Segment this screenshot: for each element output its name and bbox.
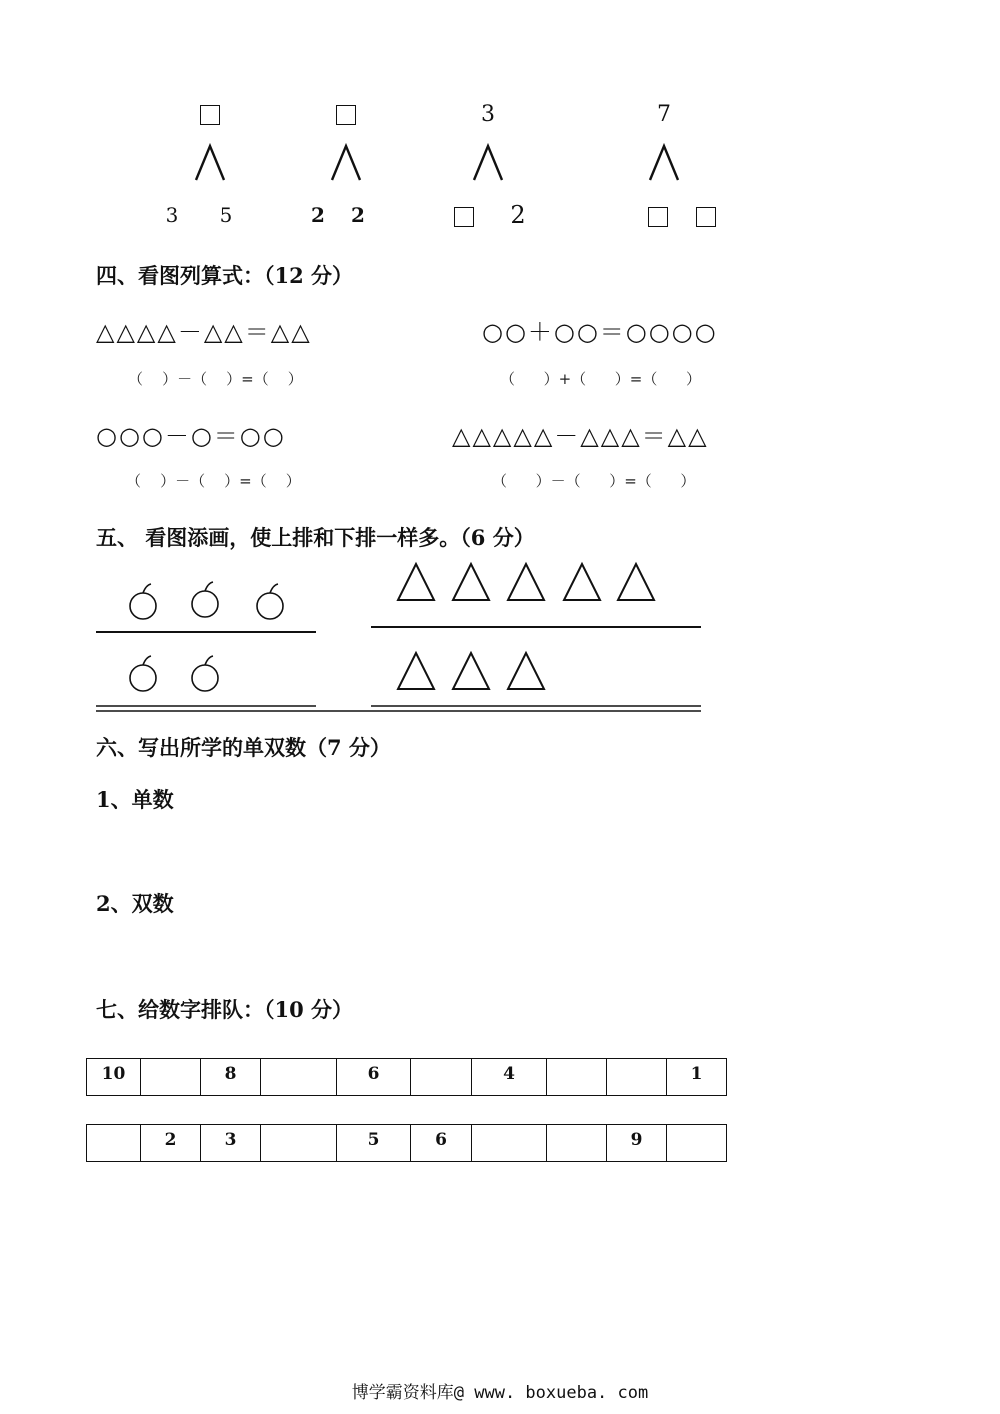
- decomp-left[interactable]: [638, 200, 678, 230]
- section6-heading: 六、写出所学的单双数（7 分）: [96, 735, 391, 760]
- decomp-top: 3: [481, 102, 495, 127]
- answer-blank-3[interactable]: （ ）－（ ）=（ ）: [126, 472, 301, 490]
- decomp-right: 2: [510, 201, 526, 229]
- decomp-top[interactable]: [276, 100, 416, 130]
- odd-numbers-label: 1、单数: [96, 787, 174, 812]
- equation-2: ○○＋○○＝○○○○: [482, 318, 718, 346]
- triangle-icon: [508, 564, 544, 600]
- triangle-icon: [564, 564, 600, 600]
- even-numbers-label: 2、双数: [96, 891, 174, 916]
- seq-cell: 3: [201, 1125, 261, 1162]
- seq-cell[interactable]: [607, 1059, 667, 1096]
- apple-icon: [130, 656, 156, 691]
- apple-icon: [130, 584, 156, 619]
- decomp-top: 7: [657, 102, 671, 127]
- seq-cell[interactable]: [472, 1125, 547, 1162]
- seq-cell: 2: [141, 1125, 201, 1162]
- footer-watermark: 博学霸资料库@ www. boxueba. com: [351, 1383, 649, 1403]
- seq-cell: 9: [607, 1125, 667, 1162]
- decomp-left: 2: [311, 203, 325, 227]
- seq-cell[interactable]: [261, 1059, 337, 1096]
- triangle-icon: [508, 653, 544, 689]
- seq-cell: 5: [337, 1125, 411, 1162]
- triangle-icon: [453, 653, 489, 689]
- section5-heading: 五、 看图添画，使上排和下排一样多。（6 分）: [96, 525, 535, 550]
- decomp-left[interactable]: [444, 200, 484, 230]
- seq-cell: 8: [201, 1059, 261, 1096]
- section4-heading: 四、看图列算式：（12 分）: [96, 263, 354, 288]
- seq-cell: 10: [87, 1059, 141, 1096]
- triangle-icon: [618, 564, 654, 600]
- equation-3: ○○○－○＝○○: [96, 422, 286, 450]
- split-caret-icon: [329, 142, 363, 182]
- drawing-area: [0, 550, 1000, 725]
- seq-cell: 6: [337, 1059, 411, 1096]
- seq-cell[interactable]: [667, 1125, 727, 1162]
- decomp-right: 5: [219, 203, 233, 227]
- seq-cell[interactable]: [411, 1059, 472, 1096]
- answer-blank-1[interactable]: （ ）－（ ）=（ ）: [128, 370, 303, 388]
- split-caret-icon: [193, 142, 227, 182]
- decomposition-2: [276, 100, 416, 230]
- apple-icon: [192, 582, 218, 617]
- decomposition-4: [594, 100, 734, 230]
- decomposition-1: [140, 100, 280, 230]
- number-order-row-1: [86, 1058, 727, 1096]
- number-order-row-2: [86, 1124, 727, 1162]
- answer-blank-2[interactable]: （ ）+（ ）=（ ）: [500, 370, 701, 388]
- seq-cell: 4: [472, 1059, 547, 1096]
- triangle-icon: [398, 653, 434, 689]
- decomp-right[interactable]: [686, 200, 726, 230]
- seq-cell[interactable]: [547, 1059, 607, 1096]
- answer-blank-4[interactable]: （ ）－（ ）=（ ）: [492, 472, 696, 490]
- apple-icon: [192, 656, 218, 691]
- seq-cell[interactable]: [261, 1125, 337, 1162]
- decomp-left: 3: [165, 203, 179, 227]
- seq-cell: 1: [667, 1059, 727, 1096]
- seq-cell[interactable]: [141, 1059, 201, 1096]
- split-caret-icon: [647, 142, 681, 182]
- seq-cell[interactable]: [87, 1125, 141, 1162]
- equation-1: △△△△－△△＝△△: [96, 318, 312, 346]
- split-caret-icon: [471, 142, 505, 182]
- triangle-icon: [398, 564, 434, 600]
- seq-cell: 6: [411, 1125, 472, 1162]
- decomposition-3: [418, 100, 558, 230]
- triangle-icon: [453, 564, 489, 600]
- equation-4: △△△△△－△△△＝△△: [452, 422, 709, 450]
- apple-icon: [257, 584, 283, 619]
- decomp-right: 2: [351, 203, 365, 227]
- decomp-top[interactable]: [140, 100, 280, 130]
- seq-cell[interactable]: [547, 1125, 607, 1162]
- section7-heading: 七、给数字排队：（10 分）: [96, 997, 354, 1022]
